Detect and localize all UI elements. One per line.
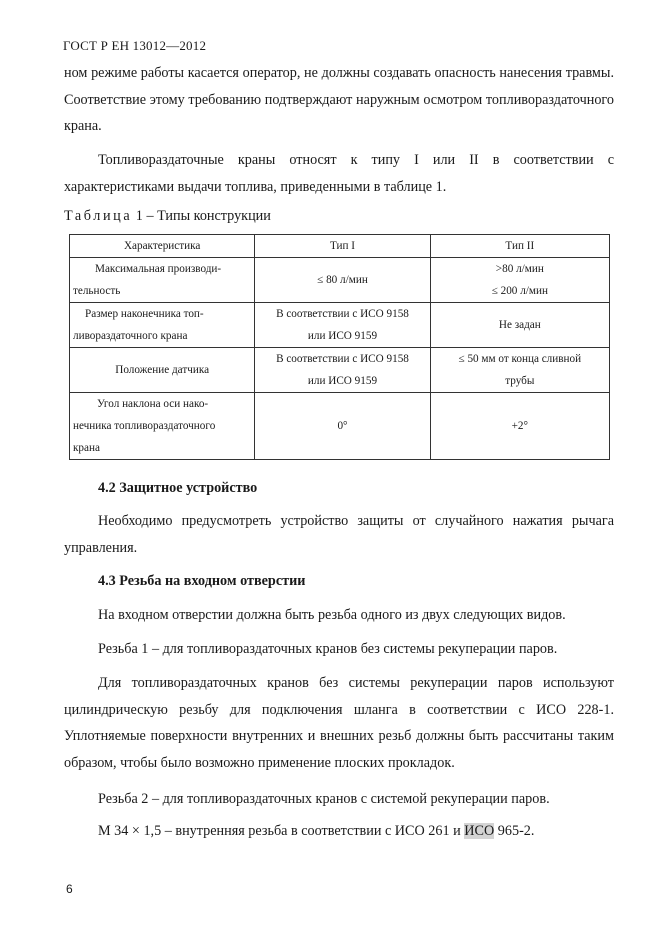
highlighted-text: ИСО: [464, 823, 495, 839]
cell-line: 0°: [337, 420, 348, 432]
cell-line: >80 л/мин: [495, 263, 544, 275]
cell-line: нечника топливораздаточного: [73, 420, 216, 432]
cell-type-1: [255, 393, 430, 460]
section-4-3-paragraph-3: Для топливораздаточных кранов без системы рекуперации паров используют цилиндрическую резьбу для подключения шланга в соответствии с ИСО 228-1. Уплотняемые поверхности внутренних и внешних резьб должны быть рассчитаны таким образом, чтобы было возможно применение плоских прокладок.: [64, 675, 614, 771]
cell-line: +2°: [511, 420, 529, 432]
cell-type-1: [255, 303, 430, 348]
cell-type-1: [255, 348, 430, 393]
intro-paragraph: ном режиме работы касается оператор, не должны создавать опасность нанесения травмы. Соответствие этому требованию подтверждают наружным осмотром топливораздаточного крана.: [64, 65, 614, 134]
cell-line: крана: [73, 442, 100, 454]
types-paragraph: Топливораздаточные краны относят к типу I или II в соответствии с характеристиками выдачи топлива, приведенными в таблице 1.: [64, 152, 614, 195]
cell-line: ливораздаточного крана: [73, 330, 188, 342]
cell-line: Максимальная производи-: [95, 263, 222, 275]
cell-type-2: [430, 348, 609, 393]
header-characteristic: Характеристика: [70, 235, 255, 258]
cell-line: Не задан: [498, 319, 541, 331]
header-type-1: Тип I: [255, 235, 430, 258]
cell-type-2: [430, 393, 609, 460]
table-caption-prefix: Таблица: [64, 208, 133, 224]
table-row: [70, 303, 610, 348]
section-4-3-heading: 4.3 Резьба на входном отверстии: [98, 573, 306, 589]
section-4-3-paragraph-2: Резьба 1 – для топливораздаточных кранов без системы рекуперации паров.: [98, 641, 558, 657]
cell-line: или ИСО 9159: [307, 330, 378, 342]
section-4-3-paragraph-1: На входном отверстии должна быть резьба одного из двух следующих видов.: [98, 607, 566, 623]
cell-line: В соответствии с ИСО 9158: [276, 353, 409, 365]
cell-line: тельность: [73, 285, 121, 297]
cell-line: ≤ 50 мм от конца сливной: [458, 353, 582, 365]
cell-line: трубы: [505, 375, 535, 387]
cell-characteristic: [70, 258, 255, 303]
cell-type-2: [430, 303, 609, 348]
header-type-2: Тип II: [430, 235, 609, 258]
table-caption: [64, 208, 271, 225]
cell-line: Угол наклона оси нако-: [97, 398, 209, 410]
construction-types-table: [69, 234, 610, 460]
cell-type-2: [430, 258, 609, 303]
table-row: [70, 348, 610, 393]
section-4-2-heading: 4.2 Защитное устройство: [98, 480, 258, 496]
cell-line: ≤ 80 л/мин: [317, 274, 368, 286]
cell-characteristic: [70, 348, 255, 393]
table-caption-title: 1 – Типы конструкции: [132, 208, 271, 224]
cell-line: или ИСО 9159: [307, 375, 378, 387]
paragraph-5-text-end: 965-2.: [494, 823, 535, 839]
cell-line: Размер наконечника топ-: [85, 308, 204, 320]
table-row: [70, 393, 610, 460]
table-header-row: [70, 235, 610, 258]
cell-line: Положение датчика: [115, 364, 210, 376]
document-header: ГОСТ Р ЕН 13012—2012: [63, 38, 207, 53]
cell-characteristic: [70, 303, 255, 348]
cell-type-1: [255, 258, 430, 303]
section-4-2-text: Необходимо предусмотреть устройство защиты от случайного нажатия рычага управления.: [64, 513, 614, 556]
cell-line: ≤ 200 л/мин: [491, 285, 548, 297]
table-row: [70, 258, 610, 303]
page-number: 6: [66, 882, 73, 896]
section-4-3-paragraph-4: Резьба 2 – для топливораздаточных кранов с системой рекуперации паров.: [98, 791, 550, 807]
cell-line: В соответствии с ИСО 9158: [276, 308, 409, 320]
cell-characteristic: [70, 393, 255, 460]
section-4-3-paragraph-5: [64, 818, 614, 845]
paragraph-5-text: М 34 × 1,5 – внутренняя резьба в соответствии с ИСО 261 и: [98, 823, 465, 839]
